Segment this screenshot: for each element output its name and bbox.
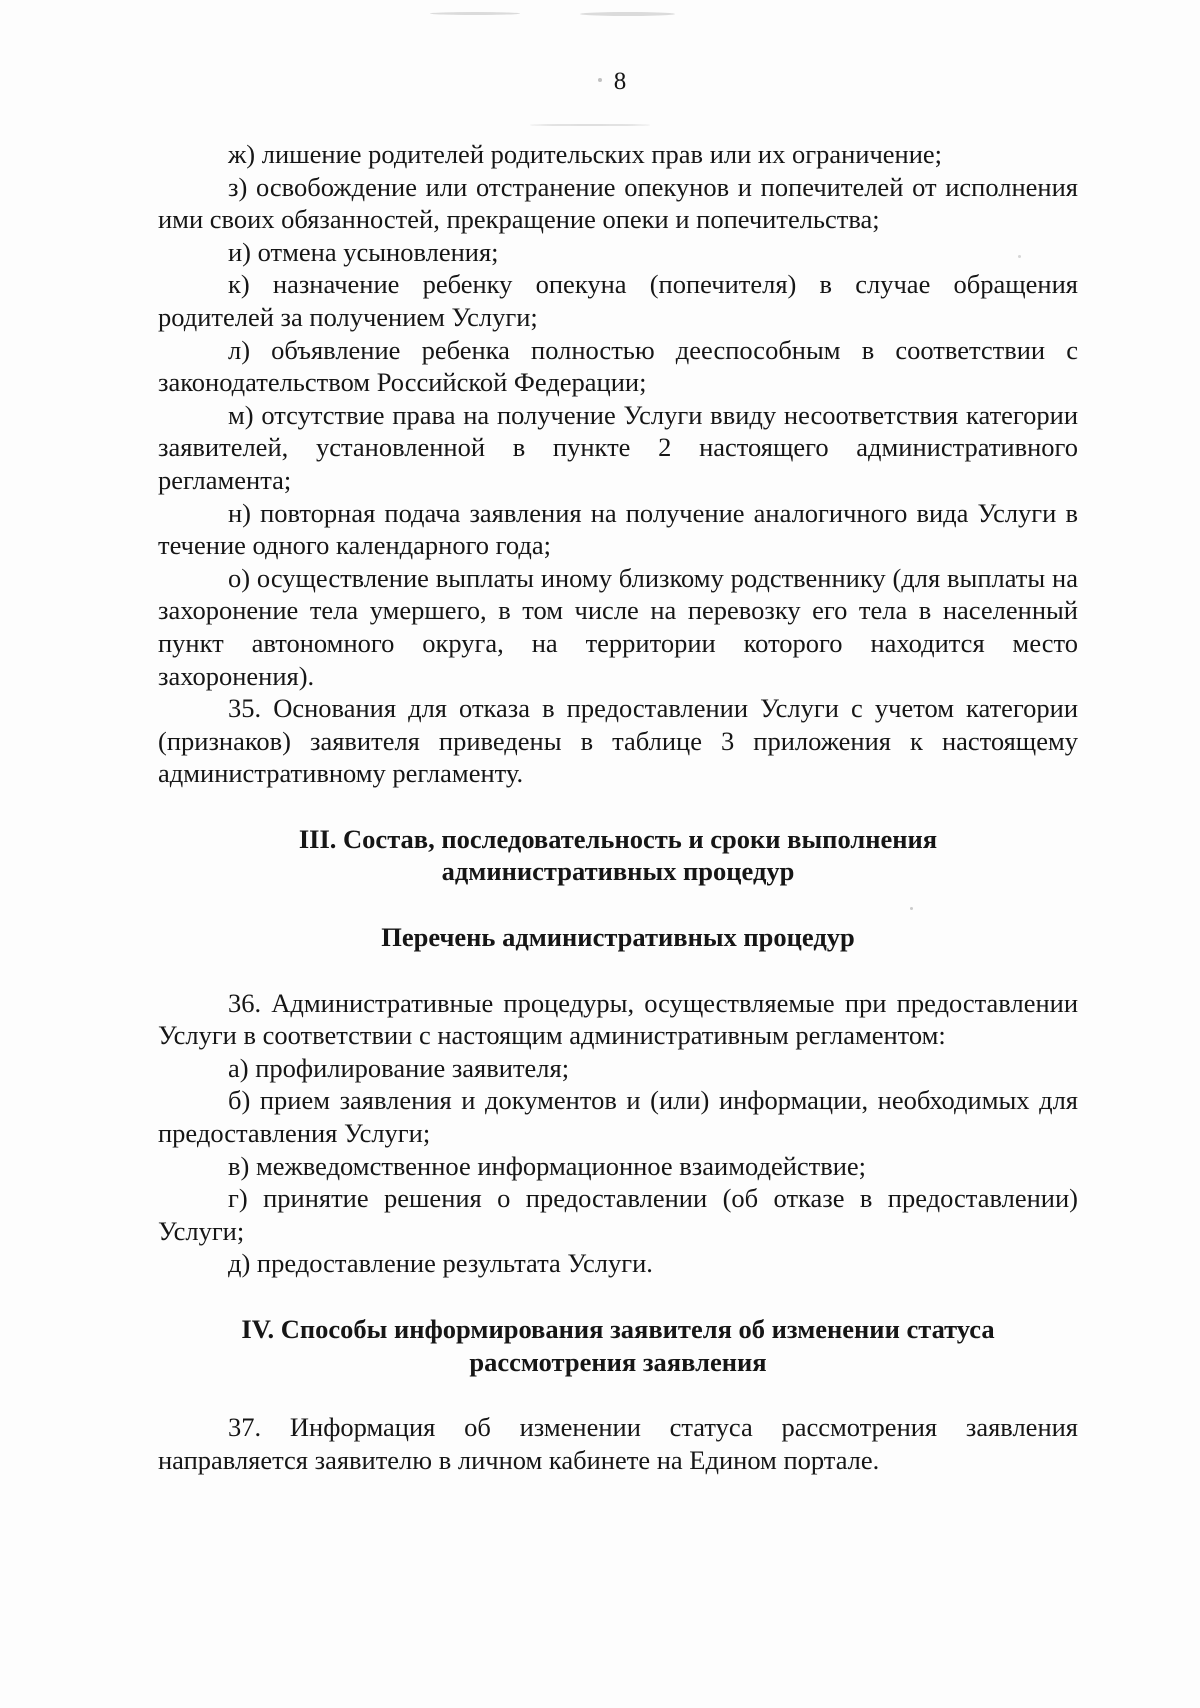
list-top [158, 138, 1078, 790]
section-4-heading-line2: рассмотрения заявления [469, 1346, 767, 1377]
section-4-heading [158, 1313, 1078, 1378]
list-item-n: н) повторная подача заявления на получение аналогичного вида Услуги в течение одного календарного года; [158, 497, 1078, 561]
section-4-heading-line1: IV. Способы информирования заявителя об изменении статуса [241, 1314, 995, 1344]
subsection-heading: Перечень административных процедур [381, 922, 855, 953]
procedure-item-g: г) принятие решения о предоставлении (об отказе в предоставлении) Услуги; [158, 1183, 1078, 1246]
list-item-zh: ж) лишение родителей родительских прав или их ограничение; [228, 139, 943, 169]
procedure-item-v: в) межведомственное информационное взаимодействие; [228, 1150, 867, 1181]
procedure-item-a: а) профилирование заявителя; [228, 1052, 570, 1083]
list-item-o: о) осуществление выплаты иному близкому родственнику (для выплаты на захоронение тела умершего, в том числе на перевозку его тела в населенный пункт автономного округа, на территории которого находится место захоронения). [158, 562, 1078, 691]
list-item-l: л) объявление ребенка полностью дееспособным в соответствии с законодательством Российской Федерации; [158, 334, 1078, 398]
section-3-heading-line2: административных процедур [441, 856, 795, 887]
section-3-heading-line1: III. Состав, последовательность и сроки выполнения [298, 823, 938, 854]
paragraph-35: 35. Основания для отказа в предоставлении Услуги с учетом категории (признаков) заявителя приведены в таблице 3 приложения к настоящему административному регламенту. [158, 693, 1078, 789]
scan-speck [580, 12, 675, 16]
procedure-item-d: д) предоставление результата Услуги. [228, 1248, 653, 1279]
document-body [158, 138, 1078, 1476]
list-item-i: и) отмена усыновления; [228, 236, 499, 267]
scan-speck [430, 12, 520, 15]
page-number: 8 [613, 68, 627, 95]
section-3-heading [158, 823, 1078, 888]
list-item-k: к) назначение ребенку опекуна (попечителя) в случае обращения родителей за получением Услуги; [158, 269, 1078, 332]
procedure-item-b: б) прием заявления и документов и (или) информации, необходимых для предоставления Услуги; [158, 1085, 1078, 1149]
paragraph-36: 36. Административные процедуры, осуществляемые при предоставлении Услуги в соответствии с настоящим административным регламентом: [158, 987, 1078, 1051]
scan-speck [530, 124, 650, 126]
list-procedures [158, 987, 1078, 1280]
list-item-m: м) отсутствие права на получение Услуги ввиду несоответствия категории заявителей, установленной в пункте 2 настоящего административного регламента; [158, 399, 1078, 495]
paragraph-37: 37. Информация об изменении статуса рассмотрения заявления направляется заявителю в личном кабинете на Едином портале. [158, 1412, 1078, 1475]
list-item-z: з) освобождение или отстранение опекунов и попечителей от исполнения ими своих обязанностей, прекращение опеки и попечительства; [158, 171, 1078, 235]
